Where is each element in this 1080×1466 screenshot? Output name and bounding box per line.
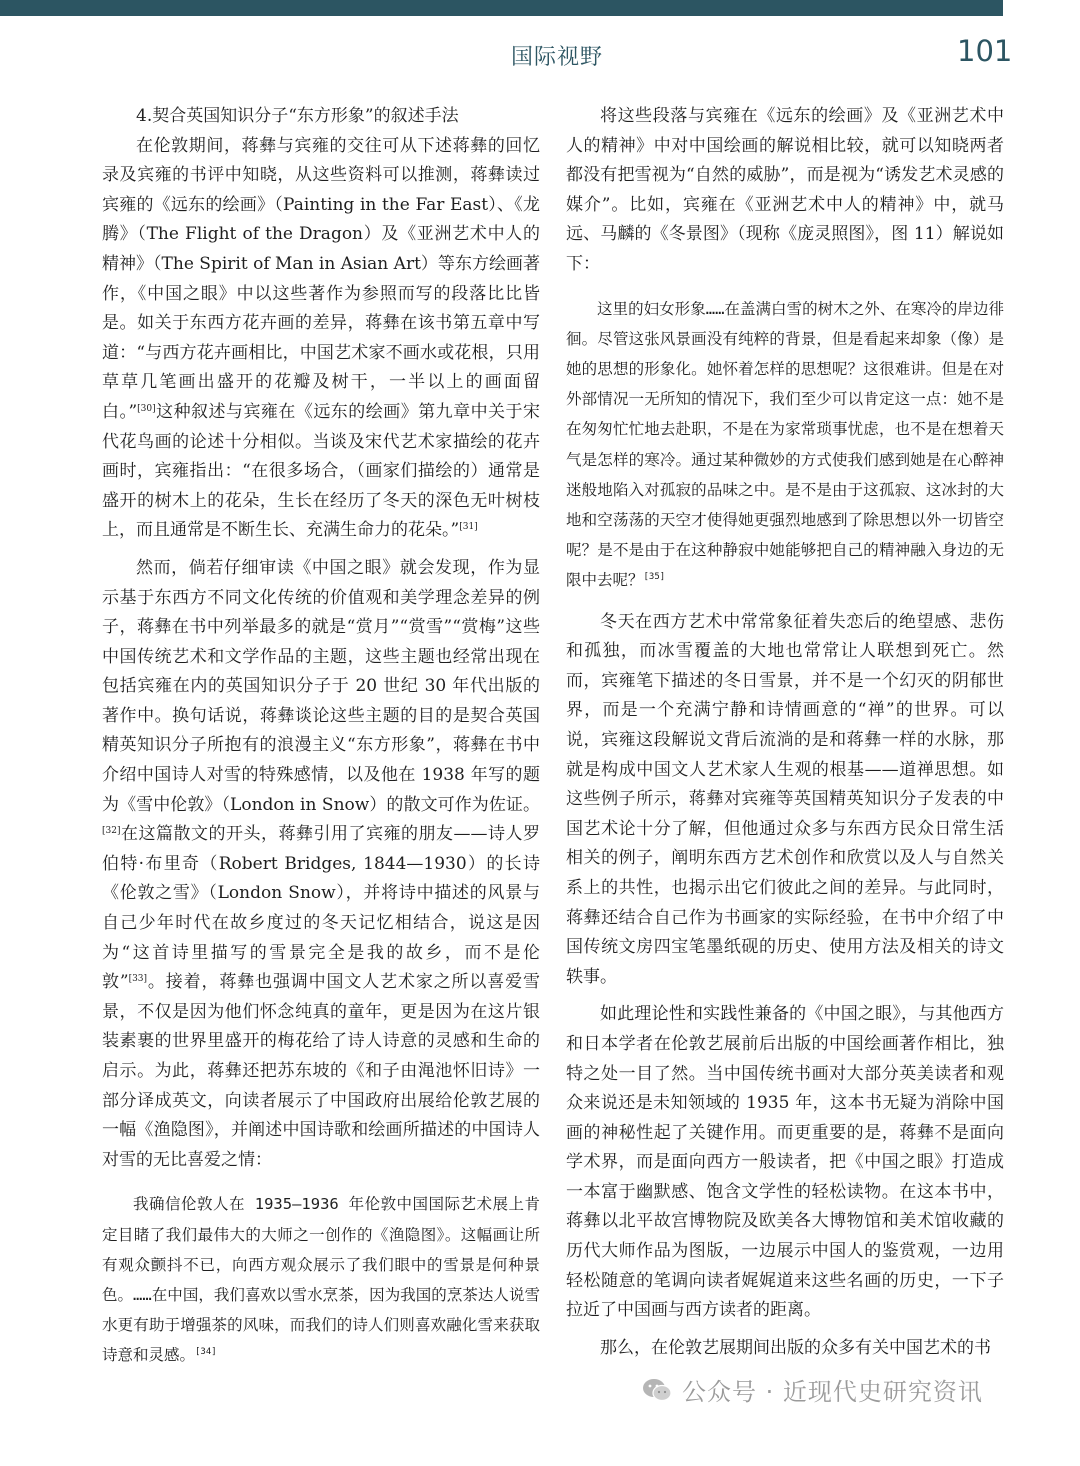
page-number: 101 (957, 34, 1013, 68)
watermark (642, 1372, 983, 1407)
section-heading: 4.契合英国知识分子“东方形象”的叙述手法 (136, 106, 459, 126)
footnote-ref[interactable]: [30] (137, 403, 156, 414)
footnote-ref[interactable]: [35] (643, 572, 666, 583)
block-quote: 我确信伦敦人在 1935—1936 年伦敦中国国际艺术展上肯定目睹了我们最伟大的大师之一创作的《渔隐图》。这幅画让所有观众颤抖不已，向西方观众展示了我们眼中的雪景是何种景色。……在中国，我们喜欢以雪水烹茶，因为我国的烹茶达人说雪水更有助于增强茶的风味，而我们的诗人们则喜欢融化雪来获取诗意和灵感。[34] (102, 1195, 540, 1365)
paragraph: 冬天在西方艺术中常常象征着失恋后的绝望感、悲伤和孤独，而冰雪覆盖的大地也常常让人联想到死亡。然而，宾雍笔下描述的冬日雪景，并不是一个幻灭的阴郁世界，而是一个充满宁静和诗情画意的“禅”的世界。可以说，宾雍这段解说文背后流淌的是和蒋彝一样的水脉，那就是构成中国文人艺术家人生观的根基——道禅思想。如这些例子所示，蒋彝对宾雍等英国精英知识分子发表的中国艺术论十分了解，但他通过众多与东西方民众日常生活相关的例子，阐明东西方艺术创作和欣赏以及人与自然关系上的共性，也揭示出它们彼此之间的差异。与此同时，蒋彝还结合自己作为书画家的实际经验，在书中介绍了中国传统文房四宝笔墨纸砚的历史、使用方法及相关的诗文轶事。 (566, 611, 1004, 987)
paragraph: 然而，倘若仔细审读《中国之眼》就会发现，作为显示基于东西方不同文化传统的价值观和美学理念差异的例子，蒋彝在书中列举最多的就是“赏月”“赏雪”“赏梅”这些中国传统艺术和文学作品的主题，这些主题也经常出现在包括宾雍在内的英国知识分子于 20 世纪 30 年代出版的著作中。换句话说，蒋彝谈论这些主题的目的是契合英国精英知识分子所抱有的浪漫主义“东方形象”，蒋彝在书中介绍中国诗人对雪的特殊感情，以及他在 1938 年写的题为《雪中伦敦》（London in Snow）的散文可作为佐证。[32]在这篇散文的开头，蒋彝引用了宾雍的朋友——诗人罗伯特·布里奇（Robert Bridges, 1844—1930）的长诗《伦敦之雪》（London Snow），并将诗中描述的风景与自己少年时代在故乡度过的冬天记忆相结合，说这是因为“这首诗里描写的雪景完全是我的故乡，而不是伦敦”[33]。接着，蒋彝也强调中国文人艺术家之所以喜爱雪景，不仅是因为他们怀念纯真的童年，更是因为在这片银装素裹的世界里盛开的梅花给了诗人诗意的灵感和生命的启示。为此，蒋彝还把苏东坡的《和子由渑池怀旧诗》一部分译成英文，向读者展示了中国政府出展给伦敦艺展的一幅《渔隐图》，并阐述中国诗歌和绘画所描述的中国诗人对雪的无比喜爱之情： (102, 557, 540, 1170)
paragraph: 那么，在伦敦艺展期间出版的众多有关中国艺术的书 (600, 1337, 991, 1358)
footnote-ref[interactable]: [33] (128, 974, 148, 985)
wechat-icon (642, 1377, 672, 1403)
left-column (102, 102, 540, 1383)
paragraph: 将这些段落与宾雍在《远东的绘画》及《亚洲艺术中人的精神》中对中国绘画的解说相比较，就可以知晓两者都没有把雪视为“自然的威胁”，而是视为“诱发艺术灵感的媒介”。比如，宾雍在《亚洲艺术中人的精神》中，就马远、马麟的《冬景图》（现称《庞灵照图》，图 11）解说如下： (566, 106, 1004, 274)
paragraph: 在伦敦期间，蒋彝与宾雍的交往可从下述蒋彝的回忆录及宾雍的书评中知晓，从这些资料可以推测，蒋彝读过宾雍的《远东的绘画》（Painting in the Far East）、《龙腾》（The Flight of the Dragon）及《亚洲艺术中人的精神》（The Spirit of Man in Asian Art）等东方绘画著作，《中国之眼》中以这些著作为参照而写的段落比比皆是。如关于东西方花卉画的差异，蒋彝在该书第五章中写道：“与西方花卉画相比，中国艺术家不画水或花根，只用草草几笔画出盛开的花瓣及树干，一半以上的画面留白。”[30]这种叙述与宾雍在《远东的绘画》第九章中关于宋代花鸟画的论述十分相似。当谈及宋代艺术家描绘的花卉画时，宾雍指出：“在很多场合，（画家们描绘的）通常是盛开的树木上的花朵，生长在经历了冬天的深色无叶树枝上，而且通常是不断生长、充满生命力的花朵。”[31] (102, 135, 540, 541)
section-title: 国际视野 (511, 45, 604, 70)
block-quote: 这里的妇女形象……在盖满白雪的树木之外、在寒冷的岸边徘徊。尽管这张风景画没有纯粹的背景，但是看起来却象（像）是她的思想的形象化。她怀着怎样的思想呢？这很难讲。但是在对外部情况一无所知的情况下，我们至少可以肯定这一点：她不是在匆匆忙忙地去赴职，不是在为家常琐事忧虑，也不是在想着天气是怎样的寒冷。通过某种微妙的方式使我们感到她是在心醉神迷般地陷入对孤寂的品味之中。是不是由于这孤寂、这冰封的大地和空荡荡的天空才使得她更强烈地感到了除思想以外一切皆空呢？是不是由于在这种静寂中她能够把自己的精神融入身边的无限中去呢？[35] (566, 299, 1004, 590)
paragraph: 如此理论性和实践性兼备的《中国之眼》，与其他西方和日本学者在伦敦艺展前后出版的中国绘画著作相比，独特之处一目了然。当中国传统书画对大部分英美读者和观众来说还是未知领域的 1935 年，这本书无疑为消除中国画的神秘性起了关键作用。而更重要的是，蒋彝不是面向学术界，而是面向西方一般读者，把《中国之眼》打造成一本富于幽默感、饱含文学性的轻松读物。在这本书中，蒋彝以北平故宫博物院及欧美各大博物馆和美术馆收藏的历代大师作品为图版，一边展示中国人的鉴赏观，一边用轻松随意的笔调向读者娓娓道来这些名画的历史，一下子拉近了中国画与西方读者的距离。 (566, 1004, 1004, 1321)
footnote-ref[interactable]: [32] (102, 826, 121, 837)
right-column (566, 102, 1004, 1363)
footnote-ref[interactable]: [31] (459, 522, 478, 533)
watermark-text: 公众号 · 近现代史研究资讯 (682, 1378, 983, 1406)
footnote-ref[interactable]: [34] (195, 1347, 217, 1358)
header-bar (0, 0, 1003, 16)
